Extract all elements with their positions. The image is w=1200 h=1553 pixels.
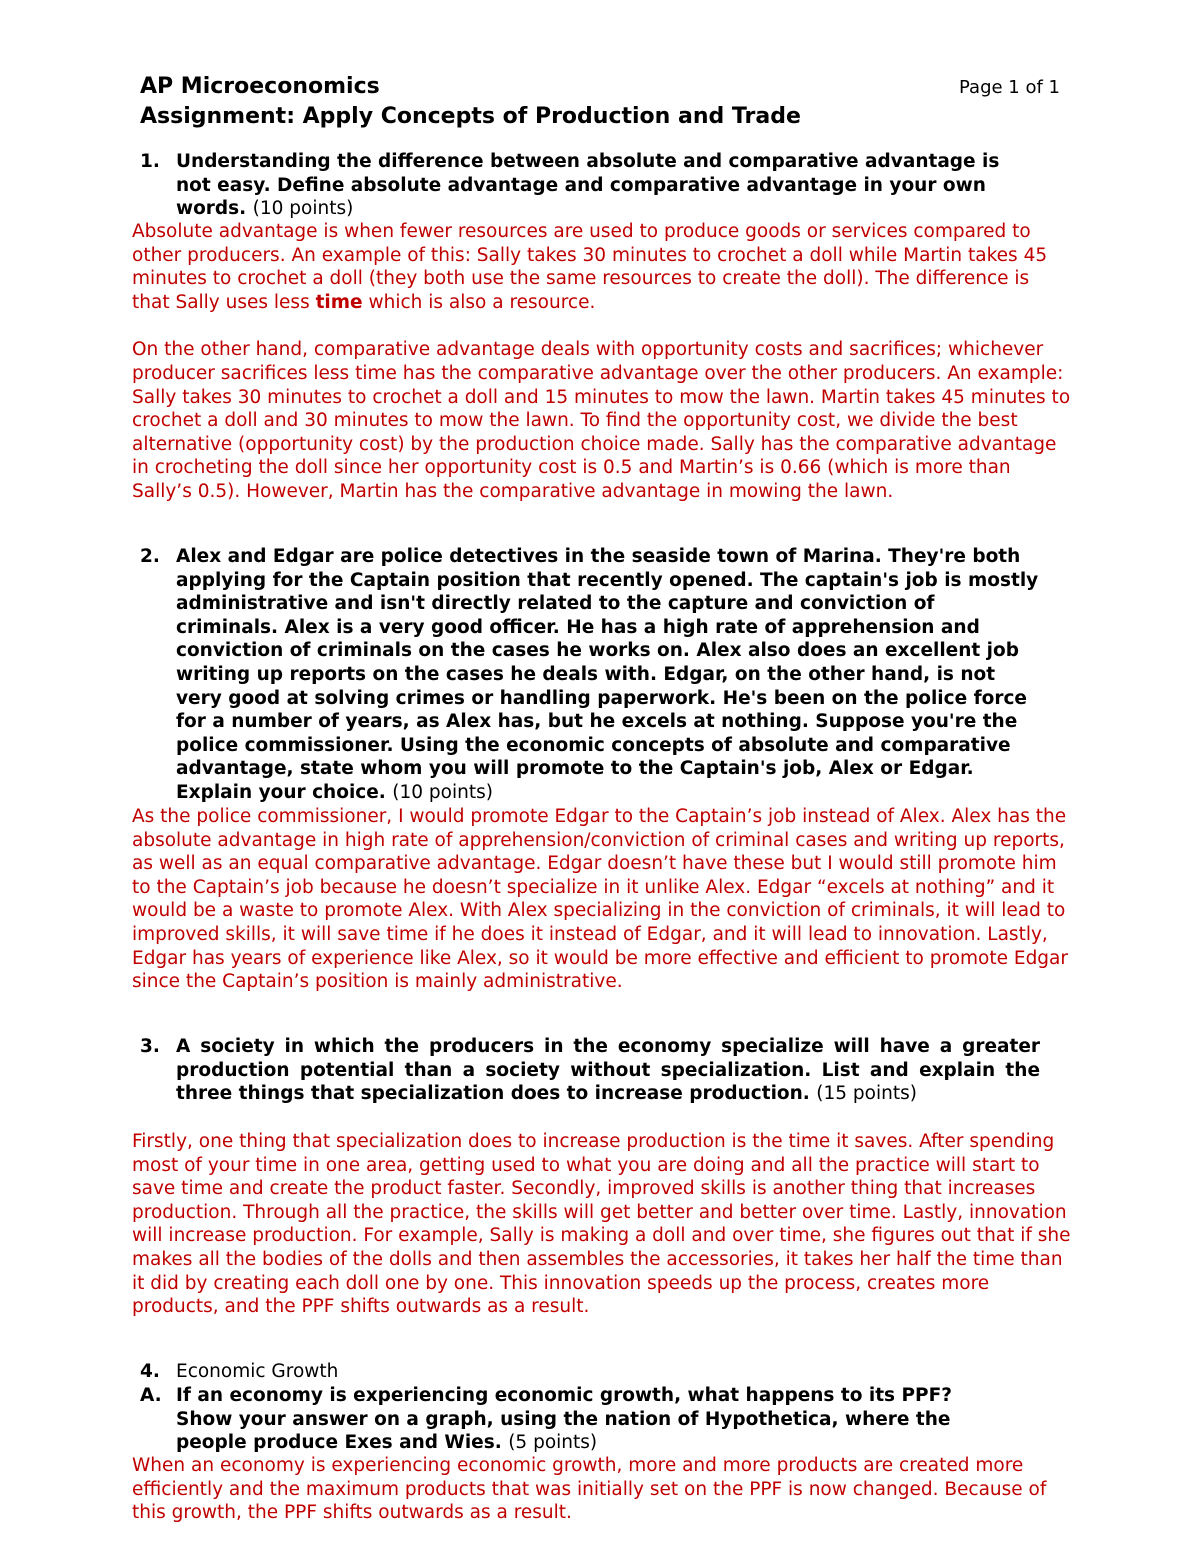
question-2 [140, 545, 1040, 805]
emphasis-time: time [315, 291, 363, 313]
question-4a [140, 1384, 960, 1455]
question-number: 4. [140, 1361, 160, 1382]
assignment-title: Assignment: Apply Concepts of Production and Trade [140, 104, 801, 129]
course-title: AP Microeconomics [140, 74, 380, 99]
question-letter: A. [140, 1385, 162, 1406]
answer-4a [132, 1454, 1072, 1525]
answer-paragraph: As the police commissioner, I would promote Edgar to the Captain’s job instead of Alex. Alex has the absolute advantage in high rate of apprehension/conviction of criminal cases and writing up reports, as well as an equal comparative advantage. Edgar doesn’t have these but I would still promote him to the Captain’s job because he doesn’t specialize in it unlike Alex. Edgar “excels at nothing” and it would be a waste to promote Alex. With Alex specializing in the conviction of criminals, it will lead to improved skills, it will save time if he does it instead of Edgar, and it will lead to innovation. Lastly, Edgar has years of experience like Alex, so it would be more effective and efficient to promote Edgar since the Captain’s position is mainly administrative. [132, 806, 1068, 993]
question-number: 2. [140, 546, 160, 567]
document-header [140, 72, 1060, 132]
answer-paragraph: When an economy is experiencing economic growth, more and more products are created more efficiently and the maximum products that was initially set on the PPF is now changed. Because of this growth, the PPF shifts outwards as a result. [132, 1455, 1047, 1524]
question-text: Understanding the difference between absolute and comparative advantage is not easy. Define absolute advantage and comparative advantage in your own words. (10 points) [176, 151, 1000, 220]
question-4 [140, 1360, 1060, 1384]
answer-paragraph: On the other hand, comparative advantage deals with opportunity costs and sacrifices; whichever producer sacrifices less time has the comparative advantage over the other producers. An example: Sally takes 30 minutes to crochet a doll and 15 minutes to mow the lawn. Martin takes 45 minutes to crochet a doll and 30 minutes to mow the lawn. To find the opportunity cost, we divide the best alternative (opportunity cost) by the production choice made. Sally has the comparative advantage in crocheting the doll since her opportunity cost is 0.5 and Martin’s is 0.66 (which is more than Sally’s 0.5). However, Martin has the comparative advantage in mowing the lawn. [132, 339, 1071, 502]
question-points: (10 points) [252, 198, 354, 220]
question-points: (15 points) [816, 1083, 917, 1105]
question-text: Alex and Edgar are police detectives in the seaside town of Marina. They're both applying for the Captain position that recently opened. The captain's job is mostly administrative and isn't directly related to the capture and conviction of criminals. Alex is a very good officer. He has a high rate of apprehension and conviction of criminals on the cases he works on. Alex also does an excellent job writing up reports on the cases he deals with. Edgar, on the other hand, is not very good at solving crimes or handling paperwork. He's been on the police force for a number of years, as Alex has, but he excels at nothing. Suppose you're the police commissioner. Using the economic concepts of absolute and comparative advantage, state whom you will promote to the Captain's job, Alex or Edgar. Explain your choice. (10 points) [176, 546, 1039, 803]
section-title: Economic Growth [176, 1361, 339, 1382]
answer-1 [132, 220, 1072, 504]
question-points: (5 points) [508, 1432, 598, 1454]
answer-2 [132, 805, 1072, 994]
question-3 [140, 1035, 1040, 1106]
answer-3 [132, 1130, 1072, 1319]
question-text: A society in which the producers in the economy specialize will have a greater production potential than a society without specialization. List and explain the three things that specialization does to increase production. (15 points) [176, 1036, 1040, 1105]
question-points: (10 points) [392, 781, 493, 803]
answer-paragraph: Firstly, one thing that specialization does to increase production is the time it saves. After spending most of your time in one area, getting used to what you are doing and all the practice will start to save time and create the product faster. Secondly, improved skills is another thing that increases production. Through all the practice, the skills will get better and better over time. Lastly, innovation will increase production. For example, Sally is making a doll and over time, she figures out that if she makes all the bodies of the dolls and then assembles the accessories, it takes her half the time than it did by creating each doll one by one. This innovation speeds up the process, creates more products, and the PPF shifts outwards as a result. [132, 1131, 1071, 1318]
page-number: Page 1 of 1 [959, 77, 1060, 98]
question-number: 3. [140, 1036, 160, 1057]
question-number: 1. [140, 151, 160, 172]
question-1 [140, 150, 1020, 221]
question-text: If an economy is experiencing economic growth, what happens to its PPF? Show your answer on a graph, using the nation of Hypothetica, where the people produce Exes and Wies. (5 points) [176, 1385, 952, 1454]
answer-paragraph: Absolute advantage is when fewer resources are used to produce goods or services compared to other producers. An example of this: Sally takes 30 minutes to crochet a doll while Martin takes 45 minutes to crochet a doll (they both use the same resources to create the doll). The difference is that Sally uses less time which is also a resource. [132, 221, 1048, 313]
